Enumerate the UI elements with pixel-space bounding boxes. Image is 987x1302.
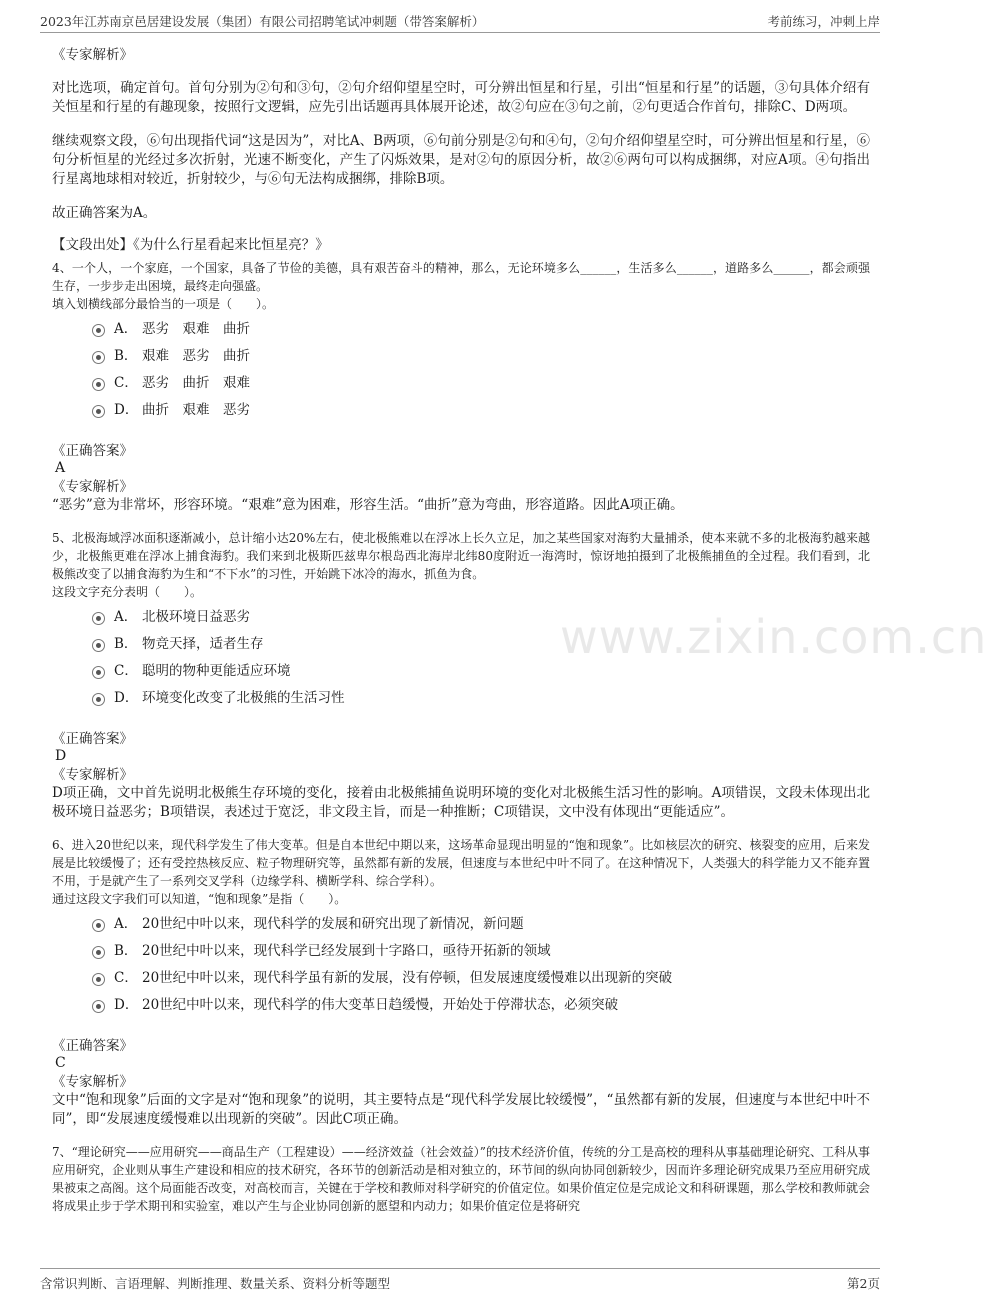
watermark: www.zixin.com.cn: [560, 610, 987, 664]
q6-expert-label: 《专家解析》: [52, 1074, 133, 1090]
page-content: [52, 46, 870, 1215]
q4-answer-label: 《正确答案》: [52, 443, 133, 459]
q6-prompt: 通过这段文字我们可以知道，“饱和现象”是指（ ）。: [52, 892, 347, 906]
option-text: 聪明的物种更能适应环境: [142, 663, 291, 679]
q6-analysis: 文中“饱和现象”后面的文字是对“饱和现象”的说明，其主要特点是“现代科学发展比较缓慢”，“虽然都有新的发展，但速度与本世纪中叶不同”，即“发展速度缓慢难以出现新的突破”。因此C项正确。: [52, 1092, 870, 1127]
option-letter: B．: [114, 348, 138, 364]
q6-answer: C: [55, 1055, 66, 1071]
q7-stem: 7、“理论研究——应用研究——商品生产（工程建设）——经济效益（社会效益）”的技术经济价值，传统的分工是高校的理科从事基础理论研究、工科从事应用研究，企业则从事生产建设和相应的技术研究，各环节的创新活动是相对独立的，环节间的纵向协同创新较少，因而许多理论研究成果乃至应用研究成果被束之高阁。这个局面能否改变，对高校而言，关键在于学校和教师对科学研究的价值定位。如果价值定位是完成论文和科研课题，那么学校和教师就会将成果止步于学术期刊和实验室，难以产生与企业协同创新的愿望和内动力；如果价值定位是将研究: [52, 1145, 870, 1213]
option-letter: B．: [114, 943, 138, 959]
q3-source: 【文段出处】《为什么行星看起来比恒星亮？》: [52, 237, 329, 253]
radio-icon[interactable]: [92, 405, 105, 418]
q5-expert-label: 《专家解析》: [52, 767, 133, 783]
q6-option-d[interactable]: [52, 992, 870, 1019]
option-letter: D．: [114, 690, 139, 706]
q4-option-c[interactable]: [52, 370, 870, 397]
option-letter: D．: [114, 997, 139, 1013]
q4-option-a[interactable]: [52, 316, 870, 343]
header-tagline: 考前练习，冲刺上岸: [767, 14, 880, 29]
document-title: 2023年江苏南京邑居建设发展（集团）有限公司招聘笔试冲刺题（带答案解析）: [40, 14, 485, 29]
option-letter: A．: [114, 609, 138, 625]
option-text: 20世纪中叶以来，现代科学虽有新的发展，没有停顿，但发展速度缓慢难以出现新的突破: [142, 970, 673, 986]
radio-icon[interactable]: [92, 919, 105, 932]
page-footer: [40, 1268, 880, 1293]
radio-icon[interactable]: [92, 324, 105, 337]
option-letter: A．: [114, 916, 138, 932]
q4-option-b[interactable]: [52, 343, 870, 370]
radio-icon[interactable]: [92, 351, 105, 364]
option-letter: B．: [114, 636, 138, 652]
option-letter: C．: [114, 970, 138, 986]
radio-icon[interactable]: [92, 1000, 105, 1013]
q4-answer: A: [55, 460, 66, 476]
q6-answer-label: 《正确答案》: [52, 1038, 133, 1054]
option-text: 恶劣 艰难 曲折: [142, 321, 250, 337]
radio-icon[interactable]: [92, 639, 105, 652]
q4-option-d[interactable]: [52, 397, 870, 424]
q4-expert-label: 《专家解析》: [52, 479, 133, 495]
radio-icon[interactable]: [92, 666, 105, 679]
radio-icon[interactable]: [92, 973, 105, 986]
q6-option-c[interactable]: [52, 965, 870, 992]
q5-answer-label: 《正确答案》: [52, 731, 133, 747]
q6-stem: 6、进入20世纪以来，现代科学发生了伟大变革。但是自本世纪中期以来，这场革命显现出明显的“饱和现象”。比如核层次的研究、核裂变的应用，后来发展是比较缓慢了；还有受控热核反应、粒子物理研究等，虽然都有新的发展，但速度与本世纪中叶不同了。在这种情况下，人类强大的科学能力又不能弃置不用，于是就产生了一系列交叉学科（边缘学科、横断学科、综合学科）。: [52, 838, 870, 888]
q5-option-d[interactable]: [52, 685, 870, 712]
option-text: 恶劣 曲折 艰难: [142, 375, 250, 391]
q6-option-a[interactable]: [52, 911, 870, 938]
page-number: 第2页: [847, 1276, 880, 1291]
option-text: 环境变化改变了北极熊的生活习性: [142, 690, 345, 706]
radio-icon[interactable]: [92, 693, 105, 706]
option-letter: D．: [114, 402, 139, 418]
footer-categories: 含常识判断、言语理解、判断推理、数量关系、资料分析等题型: [40, 1276, 391, 1291]
radio-icon[interactable]: [92, 378, 105, 391]
q3-expert-label: 《专家解析》: [52, 47, 133, 63]
q3-analysis-para2: 继续观察文段，⑥句出现指代词“这是因为”，对比A、B两项，⑥句前分别是②句和④句，②句介绍仰望星空时，可分辨出恒星和行星，⑥句分析恒星的光经过多次折射，光速不断变化，产生了闪烁效果，是对②句的原因分析，故②⑥两句可以构成捆绑，对应A项。④句指出行星离地球相对较近，折射较少，与⑥句无法构成捆绑，排除B项。: [52, 133, 870, 187]
q4-stem: 4、一个人，一个家庭，一个国家，具备了节俭的美德，具有艰苦奋斗的精神，那么，无论环境多么______，生活多么______，道路多么______，都会顽强生存，一步步走出困境，最终走向强盛。: [52, 261, 870, 293]
option-text: 北极环境日益恶劣: [142, 609, 250, 625]
option-letter: C．: [114, 375, 138, 391]
q3-conclusion: 故正确答案为A。: [52, 205, 157, 221]
radio-icon[interactable]: [92, 612, 105, 625]
option-text: 曲折 艰难 恶劣: [142, 402, 250, 418]
q5-option-b[interactable]: [52, 631, 870, 658]
option-letter: C．: [114, 663, 138, 679]
q5-option-c[interactable]: [52, 658, 870, 685]
q4-analysis: “恶劣”意为非常坏，形容环境。“艰难”意为困难，形容生活。“曲折”意为弯曲，形容道路。因此A项正确。: [52, 497, 684, 513]
option-letter: A．: [114, 321, 138, 337]
q5-analysis: D项正确，文中首先说明北极熊生存环境的变化，接着由北极熊捕鱼说明环境的变化对北极熊生活习性的影响。A项错误，文段未体现出北极环境日益恶劣；B项错误，表述过于宽泛，非文段主旨，而是一种推断；C项错误，文中没有体现出“更能适应”。: [52, 785, 870, 820]
option-text: 物竞天择，适者生存: [142, 636, 264, 652]
option-text: 20世纪中叶以来，现代科学的发展和研究出现了新情况，新问题: [142, 916, 524, 932]
option-text: 20世纪中叶以来，现代科学的伟大变革日趋缓慢，开始处于停滞状态，必须突破: [142, 997, 619, 1013]
q5-stem: 5、北极海域浮冰面积逐渐减小，总计缩小达20%左右，使北极熊难以在浮冰上长久立足，加之某些国家对海豹大量捕杀，使本来就不多的北极海豹越来越少，北极熊更难在浮冰上捕食海豹。我们来到北极斯匹兹卑尔根岛西北海岸北纬80度附近一海湾时，惊讶地拍摄到了北极熊捕鱼的全过程。我们看到，北极熊改变了以捕食海豹为生和“不下水”的习性，开始跳下冰冷的海水，抓鱼为食。: [52, 531, 870, 581]
q4-options: [52, 316, 870, 424]
q3-analysis-para1: 对比选项，确定首句。首句分别为②句和③句，②句介绍仰望星空时，可分辨出恒星和行星，引出“恒星和行星”的话题，③句具体介绍有关恒星和行星的有趣现象，按照行文逻辑，应先引出话题再具体展开论述，故②句应在③句之前，②句更适合作首句，排除C、D两项。: [52, 80, 870, 115]
page-header: [40, 10, 880, 33]
radio-icon[interactable]: [92, 946, 105, 959]
q5-answer: D: [55, 748, 67, 764]
option-text: 艰难 恶劣 曲折: [142, 348, 250, 364]
q4-prompt: 填入划横线部分最恰当的一项是（ ）。: [52, 297, 275, 311]
q6-options: [52, 911, 870, 1019]
q6-option-b[interactable]: [52, 938, 870, 965]
q5-option-a[interactable]: [52, 604, 870, 631]
q5-options: [52, 604, 870, 712]
q5-prompt: 这段文字充分表明（ ）。: [52, 585, 203, 599]
option-text: 20世纪中叶以来，现代科学已经发展到十字路口，亟待开拓新的领域: [142, 943, 551, 959]
